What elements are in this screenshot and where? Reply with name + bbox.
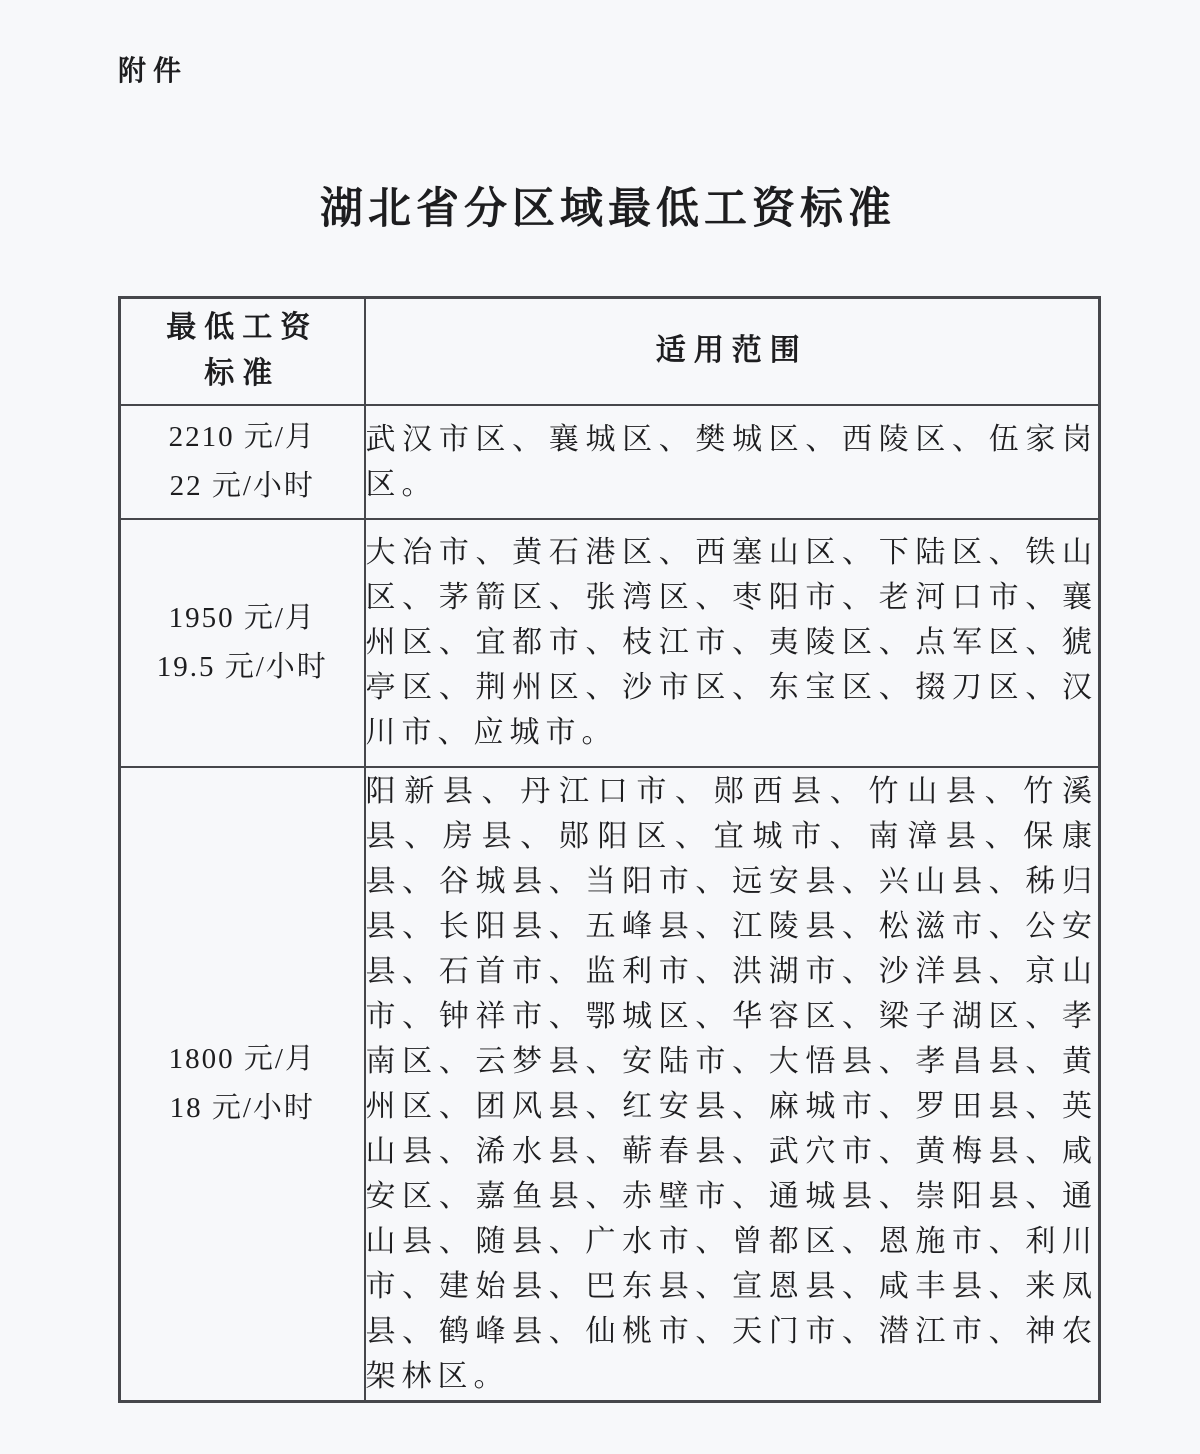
scope-tier3: 阳新县、丹江口市、郧西县、竹山县、竹溪县、房县、郧阳区、宜城市、南漳县、保康县、谷城县、当阳市、远安县、兴山县、秭归县、长阳县、五峰县、江陵县、松滋市、公安县、石首市、监利市、洪湖市、沙洋县、京山市、钟祥市、鄂城区、华容区、梁子湖区、孝南区、云梦县、安陆市、大悟县、孝昌县、黄州区、团风县、红安县、麻城市、罗田县、英山县、浠水县、蕲春县、武穴市、黄梅县、咸安区、嘉鱼县、赤壁市、通城县、崇阳县、通山县、随县、广水市、曾都区、恩施市、利川市、建始县、巴东县、宣恩县、咸丰县、来凤县、鹤峰县、仙桃市、天门市、潜江市、神农架林区。 bbox=[365, 767, 1100, 1402]
header-wage-standard-line1: 最低工资 bbox=[166, 311, 319, 345]
minimum-wage-table bbox=[118, 296, 1101, 1403]
attachment-label: 附件 bbox=[118, 55, 189, 86]
document-title: 湖北省分区域最低工资标准 bbox=[320, 186, 896, 233]
scope-tier2: 大冶市、黄石港区、西塞山区、下陆区、铁山区、茅箭区、张湾区、枣阳市、老河口市、襄州区、宜都市、枝江市、夷陵区、点军区、猇亭区、荆州区、沙市区、东宝区、掇刀区、汉川市、应城市。 bbox=[365, 519, 1100, 767]
table-header-row bbox=[120, 298, 1100, 405]
monthly-rate-tier2: 1950 元/月 bbox=[168, 601, 316, 634]
wage-rate-tier1 bbox=[120, 405, 365, 519]
wage-rate-tier2 bbox=[120, 519, 365, 767]
hourly-rate-tier1: 22 元/小时 bbox=[169, 469, 315, 502]
monthly-rate-tier1: 2210 元/月 bbox=[168, 420, 316, 453]
header-wage-standard bbox=[120, 298, 365, 405]
scope-tier1: 武汉市区、襄城区、樊城区、西陵区、伍家岗区。 bbox=[365, 405, 1100, 519]
header-applicable-scope: 适用范围 bbox=[365, 298, 1100, 405]
table-row-tier1 bbox=[120, 405, 1100, 519]
table-row-tier3 bbox=[120, 767, 1100, 1402]
hourly-rate-tier2: 19.5 元/小时 bbox=[156, 650, 328, 683]
wage-rate-tier3 bbox=[120, 767, 365, 1402]
hourly-rate-tier3: 18 元/小时 bbox=[169, 1091, 315, 1124]
monthly-rate-tier3: 1800 元/月 bbox=[168, 1042, 316, 1075]
table-row-tier2 bbox=[120, 519, 1100, 767]
header-wage-standard-line2: 标准 bbox=[204, 357, 281, 391]
